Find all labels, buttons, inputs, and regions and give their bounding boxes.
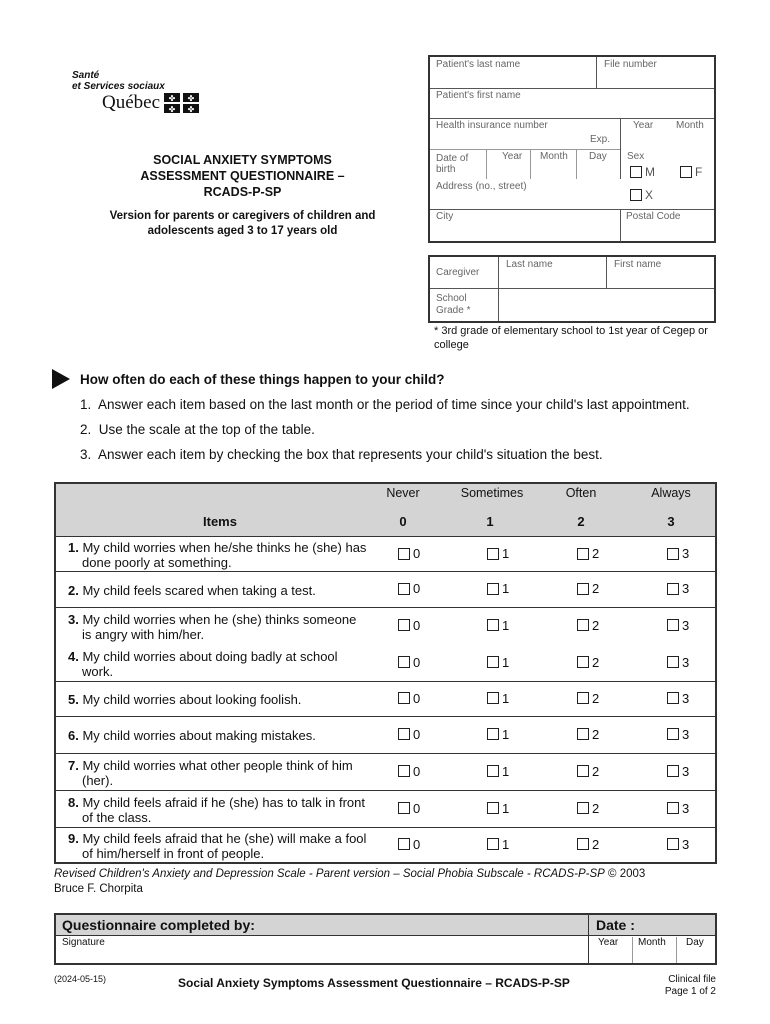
item-label: My child feels scared when taking a test. xyxy=(82,582,316,598)
answer-value: 2 xyxy=(592,763,600,779)
instruction-step-3: 3. Answer each item by checking the box that represents your child's situation the best. xyxy=(80,447,603,462)
item-number: 9. xyxy=(68,830,79,846)
scale-value-3: 3 xyxy=(667,514,675,529)
answer-checkbox[interactable] xyxy=(398,802,410,814)
exp-month-label: Month xyxy=(676,120,704,131)
answer-option-2[interactable] xyxy=(577,618,599,633)
answer-value: 2 xyxy=(592,654,600,670)
item-label: My child feels afraid if he (she) has to talk in front of the class. xyxy=(82,794,365,825)
item-text xyxy=(68,683,368,716)
logo-line3: Québec xyxy=(102,92,161,113)
file-number-label: File number xyxy=(604,59,657,70)
answer-value: 0 xyxy=(413,654,421,670)
answer-value: 3 xyxy=(682,581,690,596)
answer-value: 3 xyxy=(682,617,690,633)
answer-checkbox[interactable] xyxy=(667,728,679,740)
answer-option-3[interactable] xyxy=(667,801,689,816)
answer-checkbox[interactable] xyxy=(667,692,679,704)
answer-value: 2 xyxy=(592,546,600,561)
answer-option-2[interactable] xyxy=(577,837,599,852)
answer-value: 0 xyxy=(413,800,421,816)
answer-value: 2 xyxy=(592,690,600,706)
caregiver-first-name-label: First name xyxy=(614,259,662,270)
answer-value: 0 xyxy=(413,690,421,706)
sex-label: Sex xyxy=(627,151,645,162)
answer-option-0[interactable] xyxy=(398,546,420,561)
item-number: 2. xyxy=(68,582,79,598)
answer-checkbox[interactable] xyxy=(487,802,499,814)
address-label: Address (no., street) xyxy=(436,181,527,192)
answer-option-2[interactable] xyxy=(577,581,599,596)
item-text xyxy=(68,573,368,607)
row-divider xyxy=(56,681,716,682)
answer-value: 1 xyxy=(502,546,510,561)
answer-option-3[interactable] xyxy=(667,691,689,706)
answer-option-2[interactable] xyxy=(577,801,599,816)
answer-option-3[interactable] xyxy=(667,546,689,561)
svg-text:✤: ✤ xyxy=(187,105,195,113)
answer-option-2[interactable] xyxy=(577,546,599,561)
scale-never-label: Never xyxy=(386,486,420,500)
answer-checkbox[interactable] xyxy=(667,802,679,814)
answer-value: 3 xyxy=(682,763,690,779)
city-label: City xyxy=(436,211,454,222)
answer-option-1[interactable] xyxy=(487,546,509,561)
answer-value: 1 xyxy=(502,836,510,852)
answer-value: 1 xyxy=(502,581,510,596)
fleur-de-lis-flag-icon xyxy=(164,93,200,113)
answer-checkbox[interactable] xyxy=(398,548,410,560)
answer-checkbox[interactable] xyxy=(577,802,589,814)
answer-checkbox[interactable] xyxy=(398,583,410,595)
logo-line1: Santé xyxy=(72,70,100,81)
scale-often-label: Often xyxy=(565,486,597,500)
document-subtitle: Version for parents or caregivers of children and adolescents aged 3 to 17 years old xyxy=(109,210,376,237)
date-year-label: Year xyxy=(598,937,619,948)
answer-option-3[interactable] xyxy=(667,727,689,742)
answer-option-0[interactable] xyxy=(398,581,420,596)
answer-option-0[interactable] xyxy=(398,764,420,779)
quebec-logo xyxy=(72,70,232,118)
citation-title: Revised Children's Anxiety and Depression Scale - Parent version – Social Phobia Subscale - RCADS-P-SP xyxy=(54,868,605,880)
item-text xyxy=(68,792,368,827)
row-divider xyxy=(56,607,716,608)
svg-text:✤: ✤ xyxy=(187,94,195,103)
school-grade-note: * 3rd grade of elementary school to 1st year of Cegep or college xyxy=(434,325,708,351)
answer-checkbox[interactable] xyxy=(487,765,499,777)
answer-option-1[interactable] xyxy=(487,618,509,633)
date-day-label: Day xyxy=(686,937,704,948)
row-divider xyxy=(56,827,716,828)
item-number: 6. xyxy=(68,728,79,743)
footer-page: Page 1 of 2 xyxy=(664,986,716,997)
answer-checkbox[interactable] xyxy=(667,583,679,595)
citation-author: Bruce F. Chorpita xyxy=(54,883,143,895)
answer-option-0[interactable] xyxy=(398,655,420,670)
row-divider xyxy=(56,571,716,572)
answer-checkbox[interactable] xyxy=(487,583,499,595)
scale-value-0: 0 xyxy=(399,514,407,529)
answer-checkbox[interactable] xyxy=(398,765,410,777)
item-number: 4. xyxy=(68,648,79,664)
logo-line2: et Services sociaux xyxy=(72,81,165,92)
sex-x-option[interactable]: X xyxy=(630,188,653,202)
health-insurance-label: Health insurance number xyxy=(436,120,548,131)
postal-code-label: Postal Code xyxy=(626,211,681,222)
answer-value: 3 xyxy=(682,546,690,561)
footer-clinical: Clinical file xyxy=(668,974,716,985)
caregiver-label: Caregiver xyxy=(436,267,480,278)
scale-value-2: 2 xyxy=(577,514,585,529)
answer-value: 1 xyxy=(502,690,510,706)
sex-x-checkbox[interactable] xyxy=(630,189,642,201)
exp-label: Exp. xyxy=(590,134,611,145)
patient-first-name-label: Patient's first name xyxy=(436,90,521,101)
answer-option-3[interactable] xyxy=(667,837,689,852)
arrow-pointer-icon xyxy=(52,369,70,389)
answer-value: 2 xyxy=(592,800,600,816)
answer-value: 2 xyxy=(592,726,600,742)
answer-option-1[interactable] xyxy=(487,727,509,742)
date-label: Date : xyxy=(596,917,635,933)
answer-checkbox[interactable] xyxy=(487,656,499,668)
answer-value: 0 xyxy=(413,617,421,633)
item-number: 3. xyxy=(68,611,79,627)
answer-value: 2 xyxy=(592,836,600,852)
answer-option-1[interactable] xyxy=(487,764,509,779)
dob-year-label: Year xyxy=(502,151,523,162)
answer-value: 1 xyxy=(502,654,510,670)
item-label: My child worries about looking foolish. xyxy=(82,692,302,707)
answer-checkbox[interactable] xyxy=(487,728,499,740)
answer-option-1[interactable] xyxy=(487,691,509,706)
answer-option-0[interactable] xyxy=(398,801,420,816)
answer-value: 1 xyxy=(502,617,510,633)
answer-checkbox[interactable] xyxy=(577,838,589,850)
scale-sometimes-label: Sometimes xyxy=(460,486,524,500)
item-label: My child worries when he/she thinks he (she) has done poorly at something. xyxy=(82,540,367,570)
answer-value: 0 xyxy=(413,836,421,852)
answer-value: 2 xyxy=(592,581,600,596)
answer-checkbox[interactable] xyxy=(398,728,410,740)
answer-option-1[interactable] xyxy=(487,801,509,816)
answer-checkbox[interactable] xyxy=(398,656,410,668)
answer-option-2[interactable] xyxy=(577,764,599,779)
dob-day-label: Day xyxy=(589,151,607,162)
answer-option-3[interactable] xyxy=(667,764,689,779)
school-grade-label: School Grade * xyxy=(436,293,471,316)
answer-option-1[interactable] xyxy=(487,655,509,670)
caregiver-box xyxy=(428,255,716,323)
answer-checkbox[interactable] xyxy=(577,765,589,777)
item-label: My child worries about doing badly at school work. xyxy=(82,648,338,679)
answer-option-0[interactable] xyxy=(398,691,420,706)
answer-option-3[interactable] xyxy=(667,655,689,670)
scale-value-1: 1 xyxy=(486,514,494,529)
answer-checkbox[interactable] xyxy=(487,838,499,850)
item-text xyxy=(68,718,368,753)
answer-option-3[interactable] xyxy=(667,581,689,596)
answer-checkbox[interactable] xyxy=(577,656,589,668)
caregiver-last-name-label: Last name xyxy=(506,259,553,270)
citation-copyright: © 2003 xyxy=(604,868,646,880)
document-title: SOCIAL ANXIETY SYMPTOMS ASSESSMENT QUESTIONNAIRE – RCADS-P-SP xyxy=(140,153,345,199)
sex-f-option[interactable]: F xyxy=(680,165,702,179)
answer-value: 1 xyxy=(502,800,510,816)
instruction-step-1: 1. Answer each item based on the last month or the period of time since your child's last appointment. xyxy=(80,397,690,412)
answer-checkbox[interactable] xyxy=(667,656,679,668)
answer-value: 3 xyxy=(682,654,690,670)
footer-title: Social Anxiety Symptoms Assessment Questionnaire – RCADS-P-SP xyxy=(178,976,570,990)
answer-checkbox[interactable] xyxy=(487,619,499,631)
answer-option-2[interactable] xyxy=(577,691,599,706)
signature-label: Signature xyxy=(62,937,105,948)
item-label: My child worries when he (she) thinks someone is angry with him/her. xyxy=(82,611,357,642)
answer-checkbox[interactable] xyxy=(398,692,410,704)
completed-by-label: Questionnaire completed by: xyxy=(62,917,255,933)
answer-value: 1 xyxy=(502,726,510,742)
answer-value: 0 xyxy=(413,581,421,596)
answer-option-0[interactable] xyxy=(398,837,420,852)
item-text xyxy=(68,609,368,644)
answer-checkbox[interactable] xyxy=(667,548,679,560)
item-label: My child worries what other people think of him (her). xyxy=(82,757,353,788)
item-label: My child worries about making mistakes. xyxy=(82,728,316,743)
answer-checkbox[interactable] xyxy=(577,692,589,704)
sex-f-checkbox[interactable] xyxy=(680,166,692,178)
answer-checkbox[interactable] xyxy=(398,838,410,850)
answer-option-2[interactable] xyxy=(577,655,599,670)
answer-checkbox[interactable] xyxy=(667,619,679,631)
row-divider xyxy=(56,753,716,754)
answer-option-1[interactable] xyxy=(487,837,509,852)
answer-checkbox[interactable] xyxy=(667,765,679,777)
item-text xyxy=(68,646,368,681)
item-text xyxy=(68,829,368,862)
answer-value: 2 xyxy=(592,617,600,633)
sex-m-option[interactable]: M xyxy=(630,165,655,179)
completed-by-box xyxy=(54,913,717,965)
answer-value: 0 xyxy=(413,546,421,561)
answer-checkbox[interactable] xyxy=(577,728,589,740)
row-divider xyxy=(56,716,716,717)
answer-checkbox[interactable] xyxy=(667,838,679,850)
row-divider xyxy=(56,790,716,791)
answer-value: 3 xyxy=(682,800,690,816)
answer-value: 3 xyxy=(682,726,690,742)
item-number: 5. xyxy=(68,692,79,707)
item-number: 8. xyxy=(68,794,79,810)
answer-option-1[interactable] xyxy=(487,581,509,596)
answer-value: 0 xyxy=(413,763,421,779)
item-number: 7. xyxy=(68,757,79,773)
instruction-step-2: 2. Use the scale at the top of the table. xyxy=(80,422,315,437)
patient-info-box xyxy=(428,55,716,243)
item-text xyxy=(68,755,368,790)
answer-value: 1 xyxy=(502,763,510,779)
answer-checkbox[interactable] xyxy=(577,583,589,595)
scale-always-label: Always xyxy=(651,486,691,500)
item-text xyxy=(68,539,368,571)
dob-label: Date of birth xyxy=(436,153,469,175)
answer-checkbox[interactable] xyxy=(487,692,499,704)
date-month-label: Month xyxy=(638,937,666,948)
answer-checkbox[interactable] xyxy=(577,619,589,631)
patient-last-name-label: Patient's last name xyxy=(436,59,521,70)
answer-checkbox[interactable] xyxy=(398,619,410,631)
svg-text:✤: ✤ xyxy=(168,94,176,103)
dob-month-label: Month xyxy=(540,151,568,162)
citation xyxy=(54,867,645,897)
instruction-question: How often do each of these things happen to your child? xyxy=(80,372,445,387)
items-header: Items xyxy=(203,514,237,529)
footer-version: (2024-05-15) xyxy=(54,974,107,984)
answer-option-3[interactable] xyxy=(667,618,689,633)
answer-value: 0 xyxy=(413,726,421,742)
item-number: 1. xyxy=(68,540,79,555)
exp-year-label: Year xyxy=(633,120,654,131)
sex-m-checkbox[interactable] xyxy=(630,166,642,178)
answer-option-0[interactable] xyxy=(398,618,420,633)
answer-option-2[interactable] xyxy=(577,727,599,742)
item-label: My child feels afraid that he (she) will make a fool of him/herself in front of people. xyxy=(82,830,367,861)
answer-checkbox[interactable] xyxy=(487,548,499,560)
svg-text:✤: ✤ xyxy=(168,105,176,113)
answer-checkbox[interactable] xyxy=(577,548,589,560)
answer-option-0[interactable] xyxy=(398,727,420,742)
answer-value: 3 xyxy=(682,690,690,706)
answer-value: 3 xyxy=(682,836,690,852)
